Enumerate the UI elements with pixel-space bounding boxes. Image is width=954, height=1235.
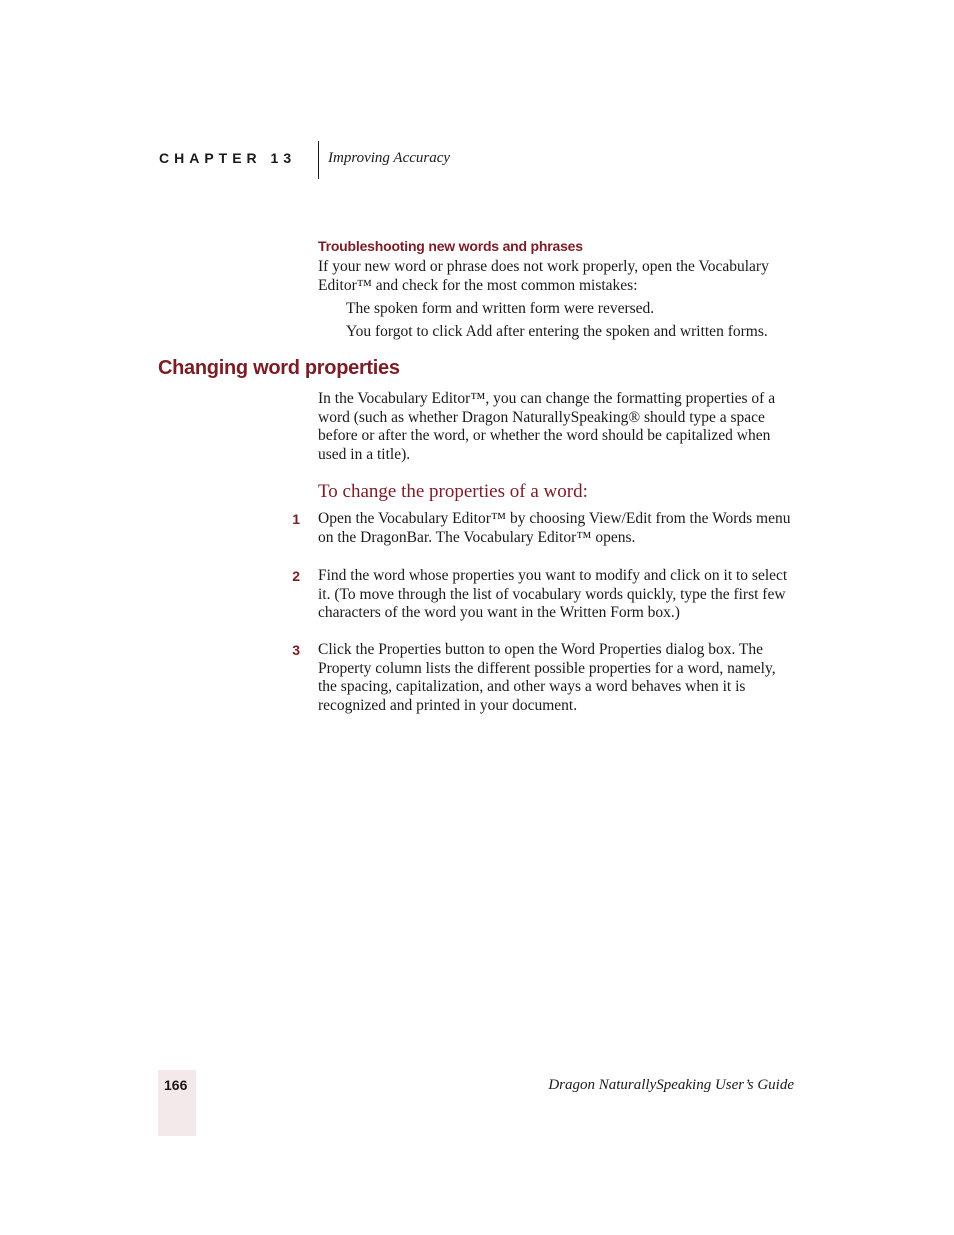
troubleshooting-heading: Troubleshooting new words and phrases: [318, 238, 583, 254]
step-text: Click the Properties button to open the Word Properties dialog box. The Property column lists the different possible properties for a word, namely, the spacing, capitalization, and other ways a word behaves when it is recognized and printed in your document.: [318, 641, 776, 714]
guide-title: Dragon NaturallySpeaking User’s Guide: [548, 1077, 794, 1093]
step-number: 2: [292, 568, 300, 584]
procedure-title: To change the properties of a word:: [318, 481, 588, 502]
step-number: 3: [292, 642, 300, 658]
section-intro: In the Vocabulary Editor™, you can change the formatting properties of a word (such as whether Dragon NaturallySpeaking® should type a space before or after the word, or whether the word should be capitalized when used in a title).: [318, 390, 776, 463]
page-number: 166: [164, 1077, 188, 1093]
list-item: You forgot to click Add after entering the spoken and written forms.: [346, 323, 768, 340]
list-item: The spoken form and written form were reversed.: [346, 300, 655, 317]
header-divider: [318, 141, 319, 179]
step-text: Open the Vocabulary Editor™ by choosing View/Edit from the Words menu on the DragonBar. The Vocabulary Editor™ opens.: [318, 510, 791, 546]
running-title: Improving Accuracy: [328, 150, 451, 166]
step-text: Find the word whose properties you want to modify and click on it to select it. (To move through the list of vocabulary words quickly, type the first few characters of the word you want in the Written Form box.): [318, 567, 788, 622]
troubleshooting-intro: If your new word or phrase does not work properly, open the Vocabulary Editor™ and check for the most common mistakes:: [318, 258, 769, 294]
chapter-label: CHAPTER 13: [159, 150, 297, 166]
step-number: 1: [292, 511, 300, 527]
section-title: Changing word properties: [158, 357, 400, 379]
